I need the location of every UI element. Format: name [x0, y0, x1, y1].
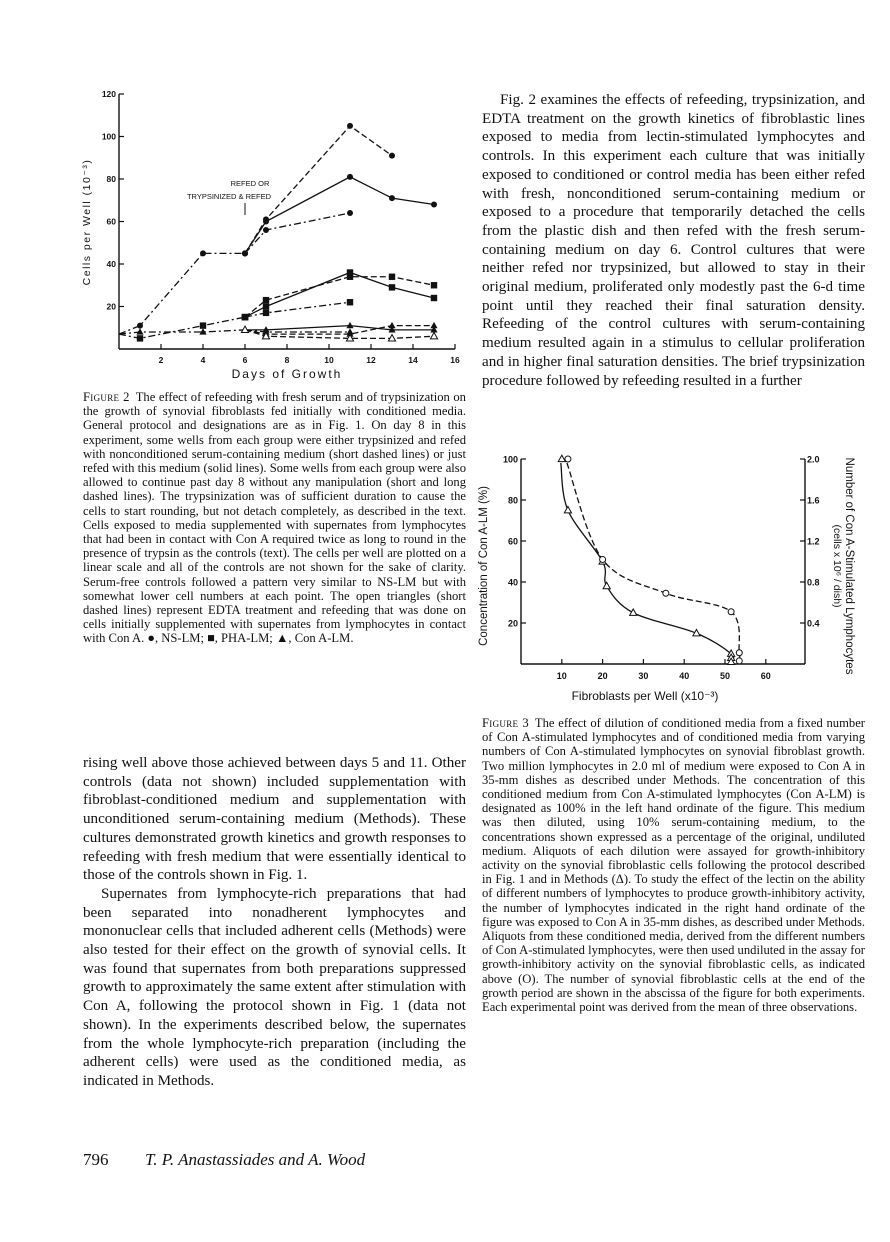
series-curve [561, 463, 734, 664]
left-paragraph-2: Supernates from lymphocyte-rich preparations that had been separated into nonadherent lymphocytes and mononuclear cells that included adherent cells (Methods) were also tested for their effect on the growth of synovial cells. It was found that supernates from both preparations suppressed growth to approximately the same extent after stimulation with Con A, following the protocol shown in Fig. 1 (data not shown). In the experiments described below, the supernates from the whole lymphocyte-rich preparation (including the adherent cells) were used as the conditioned media, as indicated in Methods. [83, 885, 466, 1089]
filled-square-marker [389, 284, 395, 290]
x-tick-label: 12 [366, 355, 376, 365]
x-tick-label: 14 [408, 355, 418, 365]
open-circle-marker [728, 609, 734, 615]
figure-3-caption-text: The effect of dilution of conditioned media from a fixed number of Con A-stimulated lymphocytes and of conditioned media from varying numbers of Con A-stimulated lymphocytes on synovial fibroblast growth. Two million lymphocytes in 2.0 ml of medium were exposed to Con A in 35-mm dishes as described under Methods. The concentration of this conditioned medium from Con A-stimulated lymphocytes (Con A-LM) is designated as 100% in the left hand ordinate of the figure. This medium was then diluted, using 10% serum-containing medium, to the concentrations shown expressed as a percentage of the original, undiluted medium. Aliquots of each dilution were assayed for growth-inhibitory activity on the synovial fibroblastic cells following the protocol described in Fig. 1 and in Methods (Δ). To study the effect of the lectin on the ability of different numbers of lymphocytes to produce growth-inhibitory activity, the number of lymphocytes indicated in the right hand ordinate of the figure was exposed to Con A in 35-mm dishes, as described under Methods. Aliquots from these conditioned media, derived from the different numbers of Con A-stimulated lymphocytes, were then used undiluted in the assay for growth-inhibitory activity on the synovial fibroblastic cells, as indicated above (O). The number of synovial fibroblastic cells at the end of the growth period are shown in the abscissa of the figure for both experiments. Each experimental point was derived from the mean of three observations. [482, 716, 865, 1015]
figure-2-series [119, 126, 434, 339]
y-tick-label: 100 [101, 131, 116, 142]
x-tick-label: 40 [679, 671, 690, 681]
filled-circle-marker [431, 202, 437, 208]
left-y-tick-label: 40 [507, 577, 518, 588]
figure-3-right-y-axis-sublabel: (cells x 10⁶ / dish) [831, 524, 843, 608]
figure-2-caption [83, 390, 466, 646]
y-tick-label: 60 [106, 216, 116, 227]
series-line [245, 126, 392, 254]
filled-circle-marker [263, 227, 269, 233]
figure-3-x-axis-label: Fibroblasts per Well (x10⁻³) [571, 689, 719, 703]
series-line [245, 213, 350, 253]
filled-circle-marker [242, 250, 248, 256]
annotation-line-1: REFED OR [230, 179, 270, 188]
figure-2-annotation [187, 179, 272, 215]
right-paragraph-1: Fig. 2 examines the effects of refeeding, trypsinization, and EDTA treatment on the growth kinetics of fibroblastic lines exposed to media from lectin-stimulated lymphocytes and controls. In this experiment each culture that was initially exposed to conditioned or control media has been either refed with fresh, nonconditioned serum-containing medium or exposed to a procedure that temporarily detached the cells from the plastic dish and then refed with the fresh serum-containing medium on day 6. Control cultures that were neither refed nor trypsinized, but allowed to stay in their original medium, proliferated only modestly past the 6-d time point until they reached their final saturation density. Refeeding of the control cultures with serum-containing medium resulted again in a stimulus to cellular proliferation and in higher final saturation densities. The brief trypsinization procedure followed by refeeding resulted in a further [482, 92, 865, 389]
x-tick-label: 20 [597, 671, 608, 681]
figure-2-chart [80, 80, 480, 390]
filled-circle-marker [263, 219, 269, 225]
open-triangle-marker [558, 455, 565, 461]
x-tick-label: 6 [242, 355, 248, 365]
figure-3-chart [470, 440, 890, 710]
left-y-tick-label: 60 [507, 536, 518, 547]
right-y-tick-label: 0.8 [807, 577, 820, 588]
left-y-tick-label: 80 [507, 495, 518, 506]
y-tick-label: 80 [106, 174, 116, 184]
open-triangle-marker [603, 582, 610, 588]
left-paragraph-1: rising well above those achieved between days 5 and 11. Other controls (data not shown) included supplementation with fibroblast-conditioned medium and supplementation with unconditioned serum-containing medium (Methods). These cultures demonstrated growth kinetics and growth responses to refeeding with fresh medium that were essentially identical to those of the controls shown in Fig. 1. [83, 755, 466, 884]
open-triangle-marker [564, 506, 571, 512]
y-tick-label: 40 [106, 259, 116, 269]
x-tick-label: 16 [450, 355, 460, 365]
x-tick-label: 50 [719, 671, 731, 681]
figure-2-x-axis-label: Days of Growth [231, 367, 343, 381]
right-y-tick-label: 1.6 [807, 495, 820, 506]
filled-square-marker [263, 303, 269, 309]
figure-3-left-y-axis-label: Concentration of Con A-LM (%) [478, 486, 490, 646]
figure-3-series [561, 463, 740, 664]
left-y-tick-label: 100 [502, 454, 518, 465]
filled-square-marker [137, 335, 143, 341]
right-y-tick-label: 2.0 [807, 454, 820, 465]
figure-3-right-y-axis-label: Number of Con A-Stimulated Lymphocytes [843, 457, 855, 675]
filled-triangle-marker [430, 322, 437, 328]
open-circle-marker [600, 556, 606, 562]
filled-triangle-marker [346, 322, 353, 328]
filled-square-marker [263, 310, 269, 316]
filled-circle-marker [347, 123, 353, 129]
filled-circle-marker [347, 210, 353, 216]
filled-square-marker [263, 297, 269, 303]
filled-circle-marker [347, 174, 353, 180]
figure-2-markers [136, 123, 437, 342]
y-tick-label: 20 [106, 301, 116, 312]
filled-triangle-marker [136, 328, 143, 334]
series-curve [567, 463, 740, 664]
figure-2-y-axis-label: Cells per Well (10⁻³) [81, 158, 93, 286]
filled-circle-marker [200, 250, 206, 256]
open-triangle-marker [630, 609, 637, 615]
filled-square-marker [431, 295, 437, 301]
x-tick-label: 10 [324, 355, 334, 365]
right-column-body [482, 91, 865, 390]
figure-2-caption-text: The effect of refeeding with fresh serum and of trypsinization on the growth of synovial fibroblasts fed initially with conditioned media. General protocol and designations are as in Fig. 1. On day 8 in this experiment, some wells from each group were either trypsinized and refed with nonconditioned serum-containing medium (short dashed lines) or just refed with this medium (solid lines). Some wells from each group were also allowed to continue past day 8 without any manipulation (short and long dashed lines). The trypsinization was of sufficient duration to cause the cells to start rounding, but not detach completely, as described in the text. Cells exposed to media supplemented with supernates from lymphocytes that had been in contact with Con A required twice as long to round in the presence of trypsin as the controls (text). The cells per well are plotted on a linear scale and all of the controls are not shown for the sake of clarity. Serum-free controls followed a pattern very similar to NS-LM but with somewhat lower cell numbers at each point. The open triangles (short dashed lines) represent EDTA treatment and refeeding that was done on cells initially supplemented with supernates from lymphocytes in contact with Con A. ●, NS-LM; ■, PHA-LM; ▲, Con A-LM. [83, 390, 466, 646]
x-tick-label: 60 [760, 671, 771, 681]
page-footer [83, 1150, 365, 1170]
running-authors: T. P. Anastassiades and A. Wood [145, 1150, 366, 1169]
open-triangle-marker [430, 332, 437, 338]
x-tick-label: 10 [556, 671, 567, 681]
open-circle-marker [565, 456, 571, 462]
filled-square-marker [347, 299, 353, 305]
x-tick-label: 30 [638, 671, 649, 681]
left-column-body [83, 754, 466, 1091]
filled-circle-marker [137, 323, 143, 329]
right-y-tick-label: 0.4 [807, 618, 820, 629]
filled-square-marker [347, 269, 353, 275]
page-number: 796 [83, 1150, 109, 1169]
open-circle-marker [663, 590, 669, 596]
filled-square-marker [200, 322, 206, 328]
open-circle-marker [736, 650, 742, 656]
y-tick-label: 120 [101, 89, 116, 99]
series-line [119, 253, 245, 334]
filled-circle-marker [389, 195, 395, 201]
figure-2-axes [119, 94, 455, 349]
open-circle-marker [736, 658, 742, 664]
figure-3-caption [482, 716, 865, 1014]
figure-3-ticks [503, 455, 820, 682]
x-tick-label: 8 [284, 355, 290, 365]
filled-triangle-marker [388, 322, 395, 328]
filled-square-marker [242, 314, 248, 320]
right-y-tick-label: 1.2 [807, 536, 820, 547]
annotation-line-2: TRYPSINIZED & REFED [186, 192, 272, 201]
series-line [245, 326, 434, 330]
x-tick-label: 4 [200, 355, 206, 365]
left-y-tick-label: 20 [507, 618, 518, 629]
figure-2-caption-label: Figure 2 [83, 390, 130, 404]
filled-circle-marker [389, 153, 395, 159]
figure-3-markers [558, 455, 742, 664]
filled-square-marker [389, 274, 395, 280]
figure-3-caption-label: Figure 3 [482, 716, 529, 730]
series-line [245, 277, 434, 317]
x-tick-label: 2 [158, 355, 164, 365]
filled-square-marker [431, 282, 437, 288]
